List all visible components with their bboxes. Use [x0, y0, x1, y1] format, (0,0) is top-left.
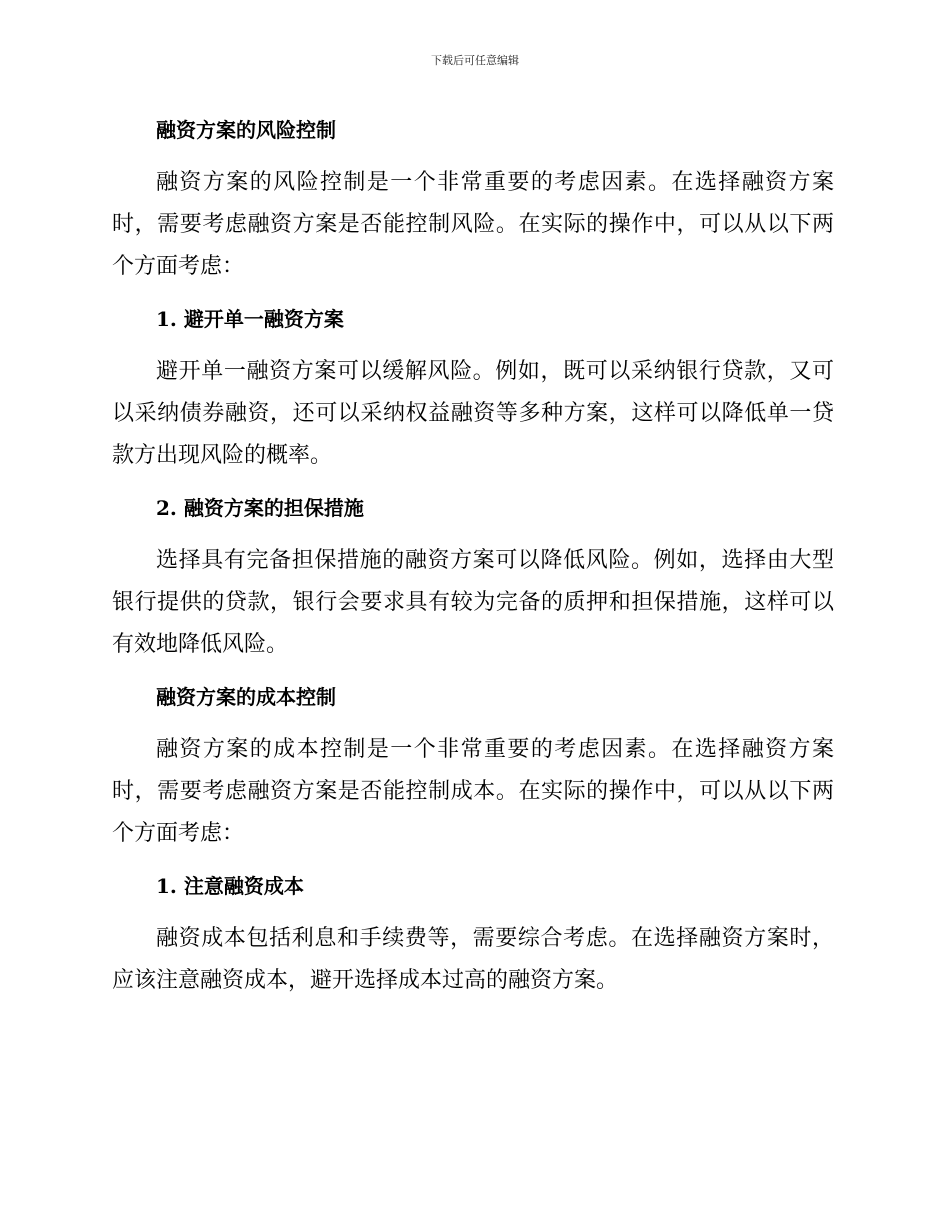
document-body — [112, 109, 834, 1002]
paragraph-cost-item1: 融资成本包括利息和手续费等，需要综合考虑。在选择融资方案时，应该注意融资成本，避开选择成本过高的融资方案。 — [112, 926, 834, 993]
section-heading-risk: 融资方案的风险控制 — [156, 118, 336, 142]
subheading-risk-item1: 1. 避开单一融资方案 — [156, 307, 344, 331]
page-header: 下载后可任意编辑 — [431, 54, 519, 67]
paragraph-risk-item1: 避开单一融资方案可以缓解风险。例如，既可以采纳银行贷款，又可以采纳债券融资，还可以采纳权益融资等多种方案，这样可以降低单一贷款方出现风险的概率。 — [112, 359, 834, 468]
paragraph-risk-intro: 融资方案的风险控制是一个非常重要的考虑因素。在选择融资方案时，需要考虑融资方案是否能控制风险。在实际的操作中，可以从以下两个方面考虑： — [112, 170, 834, 279]
paragraph-cost-intro: 融资方案的成本控制是一个非常重要的考虑因素。在选择融资方案时，需要考虑融资方案是否能控制成本。在实际的操作中，可以从以下两个方面考虑： — [112, 737, 834, 846]
subheading-cost-item1: 1. 注意融资成本 — [156, 874, 304, 898]
section-heading-cost: 融资方案的成本控制 — [156, 685, 336, 709]
subheading-risk-item2: 2. 融资方案的担保措施 — [156, 496, 364, 520]
paragraph-risk-item2: 选择具有完备担保措施的融资方案可以降低风险。例如，选择由大型银行提供的贷款，银行会要求具有较为完备的质押和担保措施，这样可以有效地降低风险。 — [112, 548, 834, 657]
